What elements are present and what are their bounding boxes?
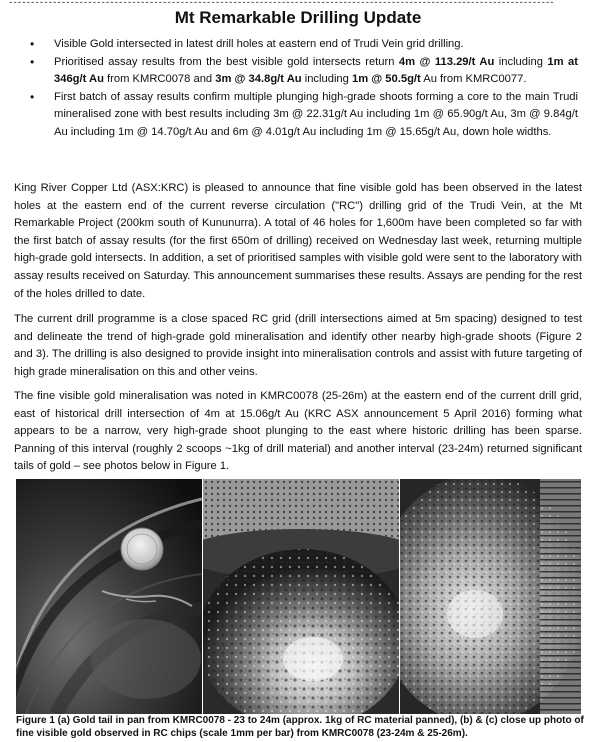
- figure-caption: Figure 1 (a) Gold tail in pan from KMRC0078 - 23 to 24m (approx. 1kg of RC material panned), (b) & (c) close up photo of fine visible gold observed in RC chips (scale 1mm per bar) from KMRC0078 (23-24m & 25-26m).: [16, 715, 584, 739]
- body-paragraph-intro: King River Copper Ltd (ASX:KRC) is pleased to announce that fine visible gold has been observed in the latest holes at the eastern end of the current reverse circulation ("RC") drilling grid of the Trudi Vein, at the Mt Remarkable Project (200km south of Kununurra). A total of 46 holes for 1,600m have been completed so far with the first batch of assay results (for the first 650m of drilling) received on Wednesday last week, returning multiple high-grade gold intersects. In addition, a set of prioritised samples with visible gold were sent to the laboratory with assay results received on Saturday. This announcement summarises these results. Assays are pending for the rest of the holes drilled to date.: [14, 182, 582, 300]
- figure-photos: [16, 479, 581, 714]
- page-title: Mt Remarkable Drilling Update: [174, 8, 422, 27]
- text-run: First batch of assay results confirm multiple plunging high-grade shoots forming a core to the main Trudi mineralised zone with best results including 3m @ 22.31g/t Au including 1m @ 65.90g/t Au, 3m @ 9.84g/t Au including 1m @ 14.70g/t Au and 6m @ 4.01g/t Au including 1m @ 15.65g/t Au, down hole widths.: [54, 90, 578, 138]
- body-paragraph-mineralisation: The fine visible gold mineralisation was noted in KMRC0078 (25-26m) at the eastern end of the current drill grid, east of historical drill intersection of 4m at 15.06g/t Au (KRC ASX announcement 5 April 2016) forming what appears to be a narrow, very high-grade shoot plunging to the east where historic drilling has been sparse. Panning of this interval (roughly 2 scoops ~1kg of drill material) and another interval (23-24m) returned significant tails of gold – see photos below in Figure 1.: [14, 390, 582, 473]
- bullet-icon: •: [30, 37, 35, 51]
- highlight-item: [30, 89, 578, 142]
- highlight-text: [54, 38, 464, 50]
- bold-run: 4m @ 113.29/t Au: [398, 55, 495, 68]
- text-run: Prioritised assay results from the best visible gold intersects return: [54, 55, 399, 68]
- top-dashed-rule: ----------------------------------------------------------------------------------------------------------------------------: [8, 0, 554, 6]
- text-run: Visible Gold intersected in latest drill holes at eastern end of Trudi Vein grid drilling.: [54, 38, 464, 50]
- photo-rc-chips-closeup-b: [203, 479, 399, 714]
- highlight-text: [54, 91, 578, 138]
- highlight-item: [30, 36, 578, 54]
- highlight-text: [54, 56, 578, 86]
- text-run: Au from KMRC0077.: [420, 73, 527, 86]
- bullet-icon: •: [30, 54, 35, 69]
- text-run: from KMRC0078 and: [103, 73, 216, 86]
- highlight-item: [30, 54, 578, 89]
- text-run: including: [494, 55, 548, 68]
- photo-gold-pan: [16, 479, 202, 714]
- photo-rc-chips-closeup-c: [400, 479, 581, 714]
- body-paragraph-program: The current drill programme is a close spaced RC grid (drill intersections aimed at 5m spacing) designed to test and delineate the trend of high-grade gold mineralisation and identify other nearby high-grade shoots (Figure 2 and 3). The drilling is also designed to provide insight into mineralisation controls and assist with future targeting of high grade mineralisation on this and other veins.: [14, 313, 582, 378]
- bold-run: 1m @ 50.5g/t: [352, 73, 421, 86]
- text-run: including: [301, 73, 352, 86]
- bold-run: 1m at 346g/t Au: [54, 55, 578, 86]
- bold-run: 3m @ 34.8g/t Au: [215, 73, 302, 86]
- bullet-icon: •: [30, 89, 35, 104]
- highlights-list: [30, 36, 578, 142]
